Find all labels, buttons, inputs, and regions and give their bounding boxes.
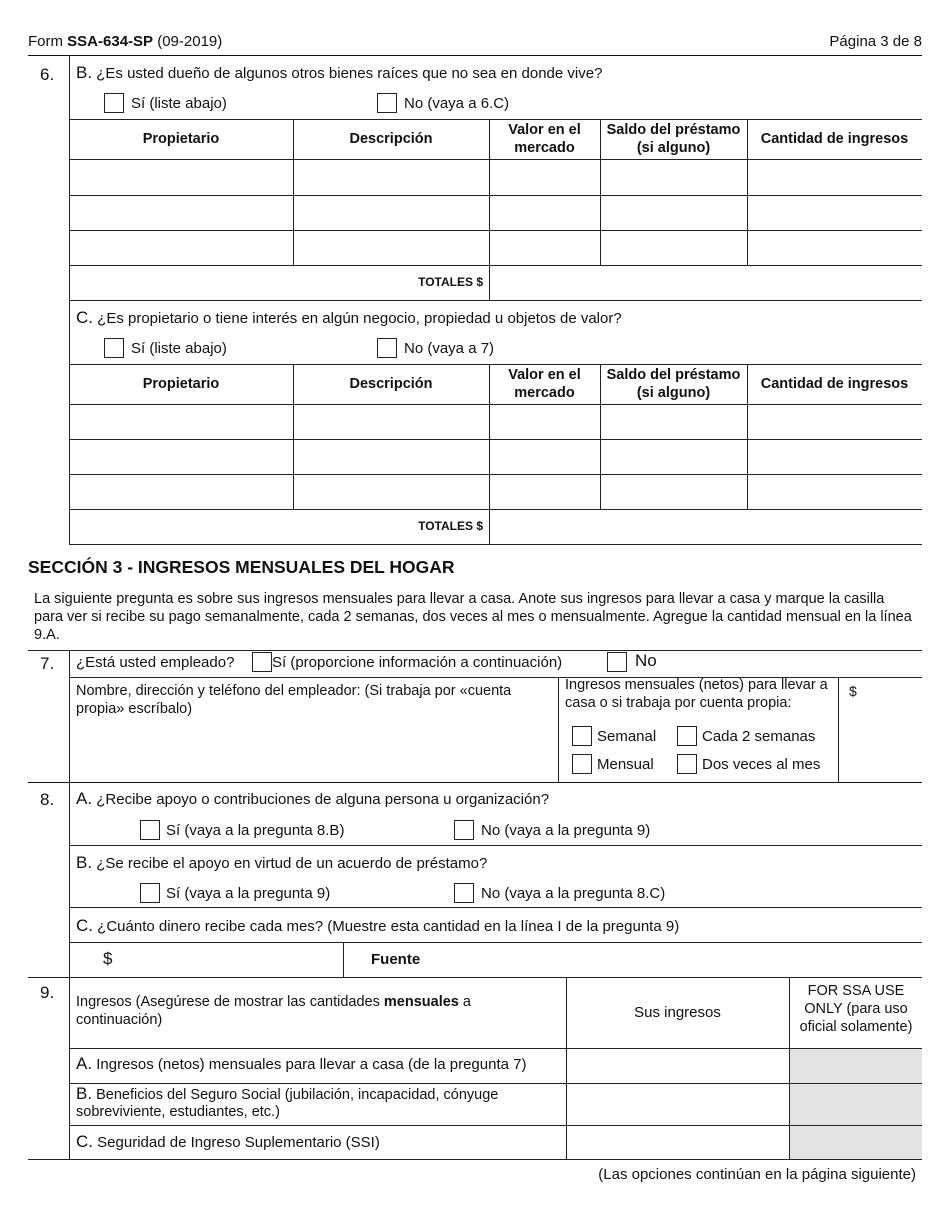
weekly-label: Semanal (597, 728, 657, 745)
income-label: Ingresos mensuales (netos) para llevar a casa o si trabaja por cuenta propia: (565, 677, 828, 711)
q9b-row-label: B. Beneficios del Seguro Social (jubilación, incapacidad, cónyuge sobreviviente, estudiantes, etc.) (76, 1084, 499, 1120)
q8a-yes-label: Sí (vaya a la pregunta 8.B) (166, 822, 345, 839)
q7-yes-checkbox[interactable] (252, 652, 272, 672)
q7-yes-label: Sí (proporcione información a continuación) (272, 654, 563, 671)
q6b-no-label: No (vaya a 6.C) (404, 95, 510, 112)
q8b-no-label: No (vaya a la pregunta 8.C) (481, 885, 666, 902)
ssa-use-shaded-column (790, 1048, 922, 1159)
employer-input[interactable] (70, 720, 557, 780)
totals-input[interactable] (490, 266, 922, 300)
q6b-yes-checkbox[interactable] (104, 93, 124, 113)
twice-monthly-checkbox[interactable] (677, 754, 697, 774)
col-owner-header: Propietario (142, 131, 220, 147)
totals-label: TOTALES $ (418, 519, 483, 533)
section3-title: SECCIÓN 3 - INGRESOS MENSUALES DEL HOGAR (28, 557, 455, 577)
col-market-value-header: Valor en el mercado (508, 122, 581, 156)
income-amount-input[interactable] (860, 680, 920, 778)
q6-number: 6. (40, 65, 55, 84)
q7-dollar-sign: $ (849, 683, 857, 699)
biweekly-label: Cada 2 semanas (702, 728, 816, 745)
totals-input[interactable] (490, 510, 922, 544)
q6c-yes-checkbox[interactable] (104, 338, 124, 358)
col-description-header: Descripción (349, 376, 433, 392)
q8a-yes-checkbox[interactable] (140, 820, 160, 840)
q7-top-rule (28, 650, 922, 651)
ssa-use-header: FOR SSA USE ONLY (para uso oficial solamente) (799, 983, 913, 1035)
q9-left-rule (69, 977, 70, 1159)
q8a-no-label: No (vaya a la pregunta 9) (481, 822, 651, 839)
q6b-no-checkbox[interactable] (377, 93, 397, 113)
col-loan-balance-header: Saldo del préstamo (si alguno) (606, 122, 741, 156)
table-cell[interactable] (70, 160, 292, 194)
q9-income-header: Ingresos (Asegúrese de mostrar las cantidades mensuales a continuación) (76, 994, 471, 1028)
col-description-header: Descripción (349, 131, 433, 147)
q8a-no-checkbox[interactable] (454, 820, 474, 840)
col-loan-balance-header: Saldo del préstamo (si alguno) (606, 367, 741, 401)
section3-intro: La siguiente pregunta es sobre sus ingresos mensuales para llevar a casa. Anote sus ingresos para llevar a casa y marque la casilla para ver si recibe su pago semanalmente, cada 2 semanas, dos veces al mes o mensualmente. Agregue la cantidad mensual en la línea 9.A. (34, 591, 912, 643)
q6c-no-checkbox[interactable] (377, 338, 397, 358)
page-number: Página 3 de 8 (829, 33, 922, 50)
q8-number: 8. (40, 790, 55, 809)
q7-question: ¿Está usted empleado? (76, 654, 235, 671)
q9a-row-label: A. Ingresos (netos) mensuales para llevar a casa (de la pregunta 7) (76, 1054, 527, 1073)
col-market-value-header: Valor en el mercado (508, 367, 581, 401)
biweekly-checkbox[interactable] (677, 726, 697, 746)
support-amount-input[interactable] (120, 944, 340, 975)
q9b-income-input[interactable] (567, 1084, 788, 1124)
q9-number: 9. (40, 983, 55, 1002)
header-rule (28, 55, 922, 56)
weekly-checkbox[interactable] (572, 726, 592, 746)
monthly-label: Mensual (597, 756, 654, 773)
continued-note: (Las opciones continúan en la página siguiente) (598, 1166, 916, 1183)
q6c-no-label: No (vaya a 7) (404, 340, 495, 357)
q8a-question: A. ¿Recibe apoyo o contribuciones de alguna persona u organización? (76, 789, 550, 808)
col-owner-header: Propietario (142, 376, 220, 392)
q7-no-label: No (635, 651, 657, 670)
q9c-income-input[interactable] (567, 1126, 788, 1158)
q8b-yes-label: Sí (vaya a la pregunta 9) (166, 885, 331, 902)
q8-dollar-sign: $ (103, 949, 113, 968)
employer-label: Nombre, dirección y teléfono del empleador: (Si trabaja por «cuenta propia» escríbalo) (76, 683, 512, 717)
q7-no-checkbox[interactable] (607, 652, 627, 672)
col-income-header: Cantidad de ingresos (760, 131, 909, 147)
q7-number: 7. (40, 654, 55, 673)
source-input[interactable] (430, 944, 920, 975)
q9c-row-label: C. Seguridad de Ingreso Suplementario (SSI) (76, 1132, 380, 1151)
q6b-yes-label: Sí (liste abajo) (131, 95, 227, 112)
twice-monthly-label: Dos veces al mes (702, 756, 821, 773)
form-id: Form SSA-634-SP (09-2019) (28, 33, 223, 50)
col-income-header: Cantidad de ingresos (760, 376, 909, 392)
monthly-checkbox[interactable] (572, 754, 592, 774)
q8c-question: C. ¿Cuánto dinero recibe cada mes? (Muestre esta cantidad en la línea I de la pregunta 9) (76, 916, 680, 935)
source-label: Fuente (371, 951, 421, 968)
q8b-no-checkbox[interactable] (454, 883, 474, 903)
q9a-income-input[interactable] (567, 1049, 788, 1082)
q8b-yes-checkbox[interactable] (140, 883, 160, 903)
your-income-header: Sus ingresos (634, 1004, 721, 1021)
q8-left-rule (69, 782, 70, 977)
q6b-question: B. ¿Es usted dueño de algunos otros bienes raíces que no sea en donde vive? (76, 63, 603, 82)
q6c-yes-label: Sí (liste abajo) (131, 340, 227, 357)
totals-label: TOTALES $ (418, 275, 483, 289)
q6c-question: C. ¿Es propietario o tiene interés en algún negocio, propiedad u objetos de valor? (76, 308, 622, 327)
q8b-question: B. ¿Se recibe el apoyo en virtud de un acuerdo de préstamo? (76, 853, 488, 872)
